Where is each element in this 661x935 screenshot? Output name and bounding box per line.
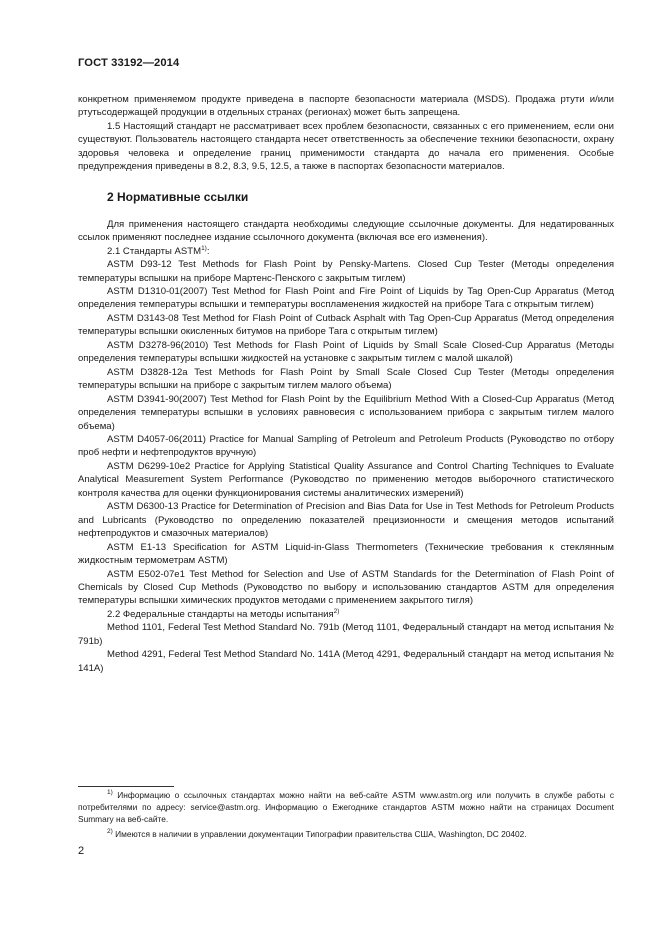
astm-item: ASTM D3828-12a Test Methods for Flash Point by Small Scale Closed Cup Tester (Методы определения температуры вспышки на приборе с закрытым тиглем малого объема) [78, 366, 614, 392]
federal-heading-text: 2.2 Федеральные стандарты на методы испытания [107, 608, 334, 620]
astm-item: ASTM D6300-13 Practice for Determination of Precision and Bias Data for Use in Test Methods for Petroleum Products and Lubricants (Руководство по определению показателей прецизионности и смещения методов испытаний нефтепродуктов и смазочных материалов) [78, 501, 614, 540]
footnote-marker: 2) [107, 827, 113, 835]
federal-item: Method 1101, Federal Test Method Standard No. 791b (Метод 1101, Федеральный стандарт на метод испытания № 791b) [78, 622, 614, 647]
paragraph-refs-intro: Для применения настоящего стандарта необходимы следующие ссылочные документы. Для недатированных ссылок применяют последнее издание ссылочного документа (включая все его изменения). [78, 218, 614, 244]
footnote-marker: 1) [107, 789, 113, 796]
federal-item: Method 4291, Federal Test Method Standard No. 141A (Метод 4291, Федеральный стандарт на метод испытания № 141A) [78, 649, 614, 674]
footnotes [78, 790, 614, 841]
standard-header: ГОСТ 33192—2014 [78, 57, 180, 69]
astm-item: ASTM D3278-96(2010) Test Methods for Flash Point of Liquids by Small Scale Closed-Cup Apparatus (Методы определения температуры вспышки жидкостей на установке с закрытым тиглем с малой шкалой) [78, 339, 614, 365]
astm-item: ASTM D3143-08 Test Method for Flash Point of Cutback Asphalt with Tag Open-Cup Apparatus (Метод определения температуры вспышки окисленных битумов на приборе Тага с открытым тиглем) [78, 312, 614, 338]
astm-item: ASTM D93-12 Test Methods for Flash Point by Pensky-Martens. Closed Cup Tester (Методы определения температуры вспышки на приборе Мартенс-Пенского с закрытым тиглем) [78, 259, 614, 284]
footnote-ref-1: 1) [201, 244, 207, 252]
astm-item: ASTM D6299-10e2 Practice for Applying Statistical Quality Assurance and Control Charting Techniques to Evaluate Analytical Measurement System Performance (Руководство по применению методов выборочного статистического контроля качества для оценки функционирования системы аналитических измерений) [78, 460, 614, 499]
astm-item: ASTM D1310-01(2007) Test Method for Flash Point and Fire Point of Liquids by Tag Open-Cup Apparatus (Метод определения температуры вспышки и температуры воспламенения жидкостей на приборе Тага с открытым тиглем) [78, 285, 614, 311]
astm-heading: 2.1 Стандарты ASTM$^{1)}$: [107, 244, 210, 257]
footnote-ref-2: 2) [333, 607, 340, 615]
page-number: 2 [78, 845, 85, 857]
footnote-text: Имеются в наличии в управлении документации Типографии правительства США, Washington, DC 20402. [112, 828, 527, 839]
footnote-1 [78, 790, 614, 826]
footnote-text: Информацию о ссылочных стандартах можно найти на веб-сайте ASTM www.astm.org или получить в службе работы с потребителями по адресу: service@astm.org. Информацию о Ежегоднике стандартов ASTM можно найти на страницах Document Summary на веб-сайте. [78, 790, 614, 824]
astm-item: ASTM D3941-90(2007) Test Method for Flash Point by the Equilibrium Method With a Closed-Cup Apparatus (Метод определения температуры вспышки в условиях равновесия с использованием прибора с закрытым тиглем малого объема) [78, 393, 614, 432]
federal-heading [78, 608, 614, 621]
footnote-divider [78, 786, 174, 787]
paragraph-1-5: 1.5 Настоящий стандарт не рассматривает всех проблем безопасности, связанных с его применением, если они существуют. Пользователь настоящего стандарта несет ответственность за обеспечение техники безопасности, охрану здоровья человека и определение границ применимости стандарта до начала его применения. Особые предупреждения приведены в 8.2, 8.3, 9.5, 12.5, а также в паспортах безопасности материалов. [78, 120, 614, 173]
astm-item: ASTM E502-07e1 Test Method for Selection and Use of ASTM Standards for the Determination of Flash Point of Chemicals by Closed Cup Methods (Руководство по выбору и использованию стандартов ASTM для определения температуры вспышки химических продуктов методами с применением закрытого тигля) [78, 568, 614, 607]
astm-item: ASTM D4057-06(2011) Practice for Manual Sampling of Petroleum and Petroleum Products (Руководство по отбору проб нефти и нефтепродуктов вручную) [78, 433, 614, 459]
footnote-2 [78, 829, 614, 841]
main-text [78, 93, 614, 675]
astm-heading-text: 2.1 Стандарты ASTM [107, 245, 202, 257]
astm-item: ASTM E1-13 Specification for ASTM Liquid-in-Glass Thermometers (Технические требования к стеклянным жидкостным термометрам ASTM) [78, 541, 614, 567]
paragraph-intro: конкретном применяемом продукте приведена в паспорте безопасности материала (MSDS). Продажа ртути и/или ртутьсодержащей продукции в отдельных странах (регионах) может быть запрещена. [78, 94, 614, 119]
section-title: 2 Нормативные ссылки [107, 189, 249, 204]
